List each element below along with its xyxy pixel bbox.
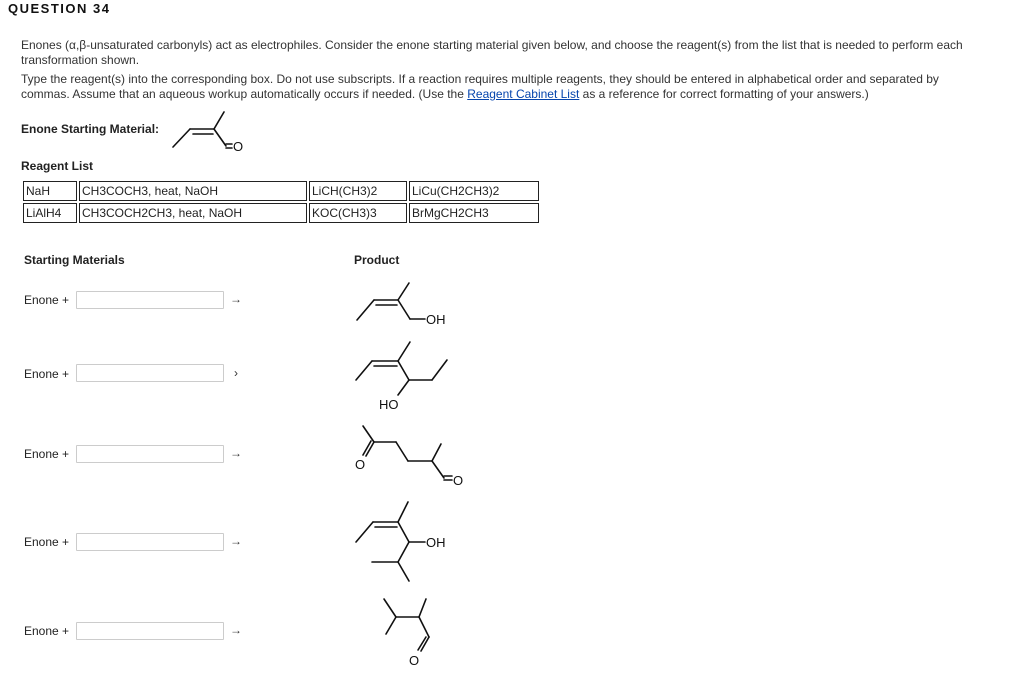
product-2-structure: [356, 342, 447, 395]
reagent-cell: LiCu(CH2CH3)2: [409, 181, 539, 201]
row-5-arrow-icon: →: [230, 623, 242, 637]
product-3-structure: [363, 426, 452, 480]
intro-text: as a reference for correct formatting of your answers.): [579, 87, 869, 101]
reagent-cabinet-link[interactable]: Reagent Cabinet List: [467, 87, 580, 101]
reagent-cell: CH3COCH2CH3, heat, NaOH: [79, 203, 307, 223]
reagent-table: [21, 179, 541, 225]
intro-line: Enones (α,β-unsaturated carbonyls) act as electrophiles. Consider the enone starting material given below, and choose the reagent(s) from the list that is needed to perform each: [21, 38, 963, 52]
question-title: QUESTION 34: [8, 1, 111, 16]
row-5-label: Enone +: [24, 624, 70, 638]
intro-line: transformation shown.: [21, 53, 140, 67]
product-structures: [340, 266, 480, 676]
product-3-oxygen-left: O: [355, 457, 366, 472]
product-1-oh: OH: [426, 312, 446, 327]
product-5-oxygen: O: [409, 653, 420, 668]
enone-structure: [170, 104, 250, 154]
enone-label: Enone Starting Material:: [21, 122, 160, 136]
intro-paragraph-1: [21, 38, 1021, 68]
row-1-label: Enone +: [24, 293, 70, 307]
row-3-label: Enone +: [24, 447, 70, 461]
row-2-arrow-icon: ›: [234, 366, 238, 380]
product-5-structure: [384, 599, 429, 651]
row-4-arrow-icon: →: [230, 534, 242, 548]
reagent-cell: CH3COCH3, heat, NaOH: [79, 181, 307, 201]
row-5-answer-input[interactable]: [76, 622, 224, 640]
row-2-answer-input[interactable]: [76, 364, 224, 382]
row-3-arrow-icon: →: [230, 446, 242, 460]
reagent-cell: LiCH(CH3)2: [309, 181, 407, 201]
reagent-row: [23, 181, 539, 201]
reagent-cell: LiAlH4: [23, 203, 77, 223]
reagent-list-label: Reagent List: [21, 159, 94, 173]
reagent-row: [23, 203, 539, 223]
row-4-label: Enone +: [24, 535, 70, 549]
intro-paragraph-2: [21, 72, 1021, 102]
intro-line: Type the reagent(s) into the corresponding box. Do not use subscripts. If a reaction requires multiple reagents, they should be entered in alphabetical order and separated by: [21, 72, 939, 86]
starting-materials-header: Starting Materials: [24, 253, 125, 267]
product-header: Product: [354, 253, 400, 267]
enone-oxygen: O: [233, 139, 244, 154]
row-4-answer-input[interactable]: [76, 533, 224, 551]
row-3-answer-input[interactable]: [76, 445, 224, 463]
intro-line: [21, 87, 1021, 102]
row-1-answer-input[interactable]: [76, 291, 224, 309]
row-1-arrow-icon: →: [230, 292, 242, 306]
product-1-structure: [357, 283, 425, 320]
reagent-cell: BrMgCH2CH3: [409, 203, 539, 223]
product-4-oh: OH: [426, 535, 446, 550]
product-3-oxygen-right: O: [453, 473, 464, 488]
reagent-cell: KOC(CH3)3: [309, 203, 407, 223]
product-4-structure: [356, 502, 425, 581]
intro-text: commas. Assume that an aqueous workup automatically occurs if needed. (Use the: [21, 87, 468, 101]
row-2-label: Enone +: [24, 367, 70, 381]
reagent-cell: NaH: [23, 181, 77, 201]
product-2-ho: HO: [379, 397, 399, 412]
